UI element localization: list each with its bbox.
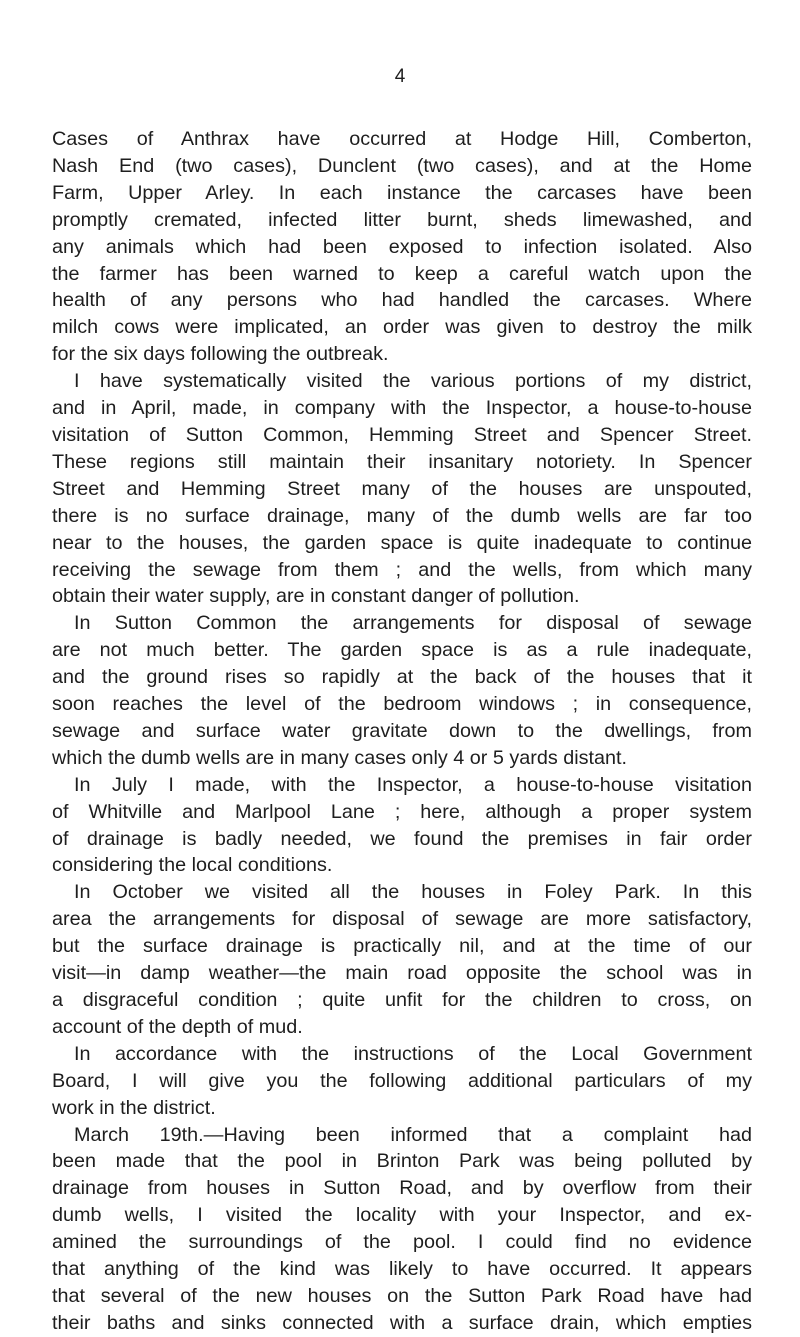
paragraph: [52, 610, 752, 771]
text-line: that anything of the kind was likely to have occurred. It appears: [52, 1258, 752, 1281]
text-line: any animals which had been exposed to infection isolated. Also: [52, 235, 752, 258]
paragraph: [52, 1041, 752, 1122]
text-line: that several of the new houses on the Sutton Park Road have had: [52, 1284, 752, 1307]
text-line: account of the depth of mud.: [52, 1015, 303, 1038]
paragraph: [52, 1122, 752, 1337]
text-line: a disgraceful condition ; quite unfit for the children to cross, on: [52, 989, 752, 1011]
text-line: In accordance with the instructions of the Local Government: [74, 1042, 752, 1065]
body-text: [52, 126, 752, 1337]
text-line: Nash End (two cases), Dunclent (two cases), and at the Home: [52, 154, 752, 177]
paragraph: [52, 772, 752, 880]
text-line: March 19th.—Having been informed that a complaint had: [74, 1123, 752, 1146]
text-line: amined the surroundings of the pool. I could find no evidence: [52, 1231, 752, 1254]
text-line: of drainage is badly needed, we found the premises in fair order: [52, 827, 752, 850]
text-line: soon reaches the level of the bedroom windows ; in consequence,: [52, 693, 752, 716]
text-line: Cases of Anthrax have occurred at Hodge Hill, Comberton,: [52, 128, 752, 150]
text-line: area the arrangements for disposal of sewage are more satisfactory,: [52, 908, 752, 931]
text-line: considering the local conditions.: [52, 854, 333, 877]
paragraph: [52, 879, 752, 1040]
paragraph: [52, 368, 752, 610]
text-line: the farmer has been warned to keep a careful watch upon the: [52, 262, 752, 285]
text-line: milch cows were implicated, an order was given to destroy the milk: [52, 316, 752, 339]
text-line: Farm, Upper Arley. In each instance the carcases have been: [52, 181, 752, 204]
text-line: visit—in damp weather—the main road opposite the school was in: [52, 962, 752, 985]
text-line: obtain their water supply, are in constant danger of pollution.: [52, 585, 580, 608]
text-line: These regions still maintain their insanitary notoriety. In Spencer: [52, 450, 752, 473]
text-line: there is no surface drainage, many of the dumb wells are far too: [52, 504, 752, 527]
page-number: 4: [394, 66, 406, 87]
text-line: but the surface drainage is practically nil, and at the time of our: [52, 935, 752, 958]
text-line: In July I made, with the Inspector, a house-to-house visitation: [74, 773, 752, 796]
text-line: In October we visited all the houses in Foley Park. In this: [74, 881, 752, 904]
text-line: Street and Hemming Street many of the houses are unspouted,: [52, 477, 752, 500]
text-line: dumb wells, I visited the locality with your Inspector, and ex-: [52, 1204, 752, 1227]
text-line: promptly cremated, infected litter burnt, sheds limewashed, and: [52, 208, 752, 231]
text-line: for the six days following the outbreak.: [52, 343, 389, 366]
text-line: I have systematically visited the various portions of my district,: [74, 370, 752, 393]
text-line: Board, I will give you the following additional particulars of my: [52, 1069, 752, 1092]
text-line: their baths and sinks connected with a surface drain, which empties: [52, 1311, 752, 1334]
text-line: sewage and surface water gravitate down to the dwellings, from: [52, 719, 752, 742]
text-line: of Whitville and Marlpool Lane ; here, although a proper system: [52, 800, 752, 823]
text-line: receiving the sewage from them ; and the wells, from which many: [52, 558, 752, 581]
text-line: and the ground rises so rapidly at the back of the houses that it: [52, 666, 752, 689]
text-line: near to the houses, the garden space is quite inadequate to continue: [52, 531, 752, 554]
text-line: health of any persons who had handled the carcases. Where: [52, 289, 752, 312]
paragraph: [52, 126, 752, 368]
text-line: been made that the pool in Brinton Park was being polluted by: [52, 1150, 752, 1173]
text-line: In Sutton Common the arrangements for disposal of sewage: [74, 612, 752, 635]
text-line: work in the district.: [52, 1096, 216, 1119]
text-line: drainage from houses in Sutton Road, and by overflow from their: [52, 1177, 752, 1200]
text-line: visitation of Sutton Common, Hemming Street and Spencer Street.: [52, 423, 752, 446]
text-line: are not much better. The garden space is as a rule inadequate,: [52, 639, 752, 662]
text-line: and in April, made, in company with the Inspector, a house-to-house: [52, 397, 752, 420]
text-line: which the dumb wells are in many cases only 4 or 5 yards distant.: [52, 746, 628, 769]
